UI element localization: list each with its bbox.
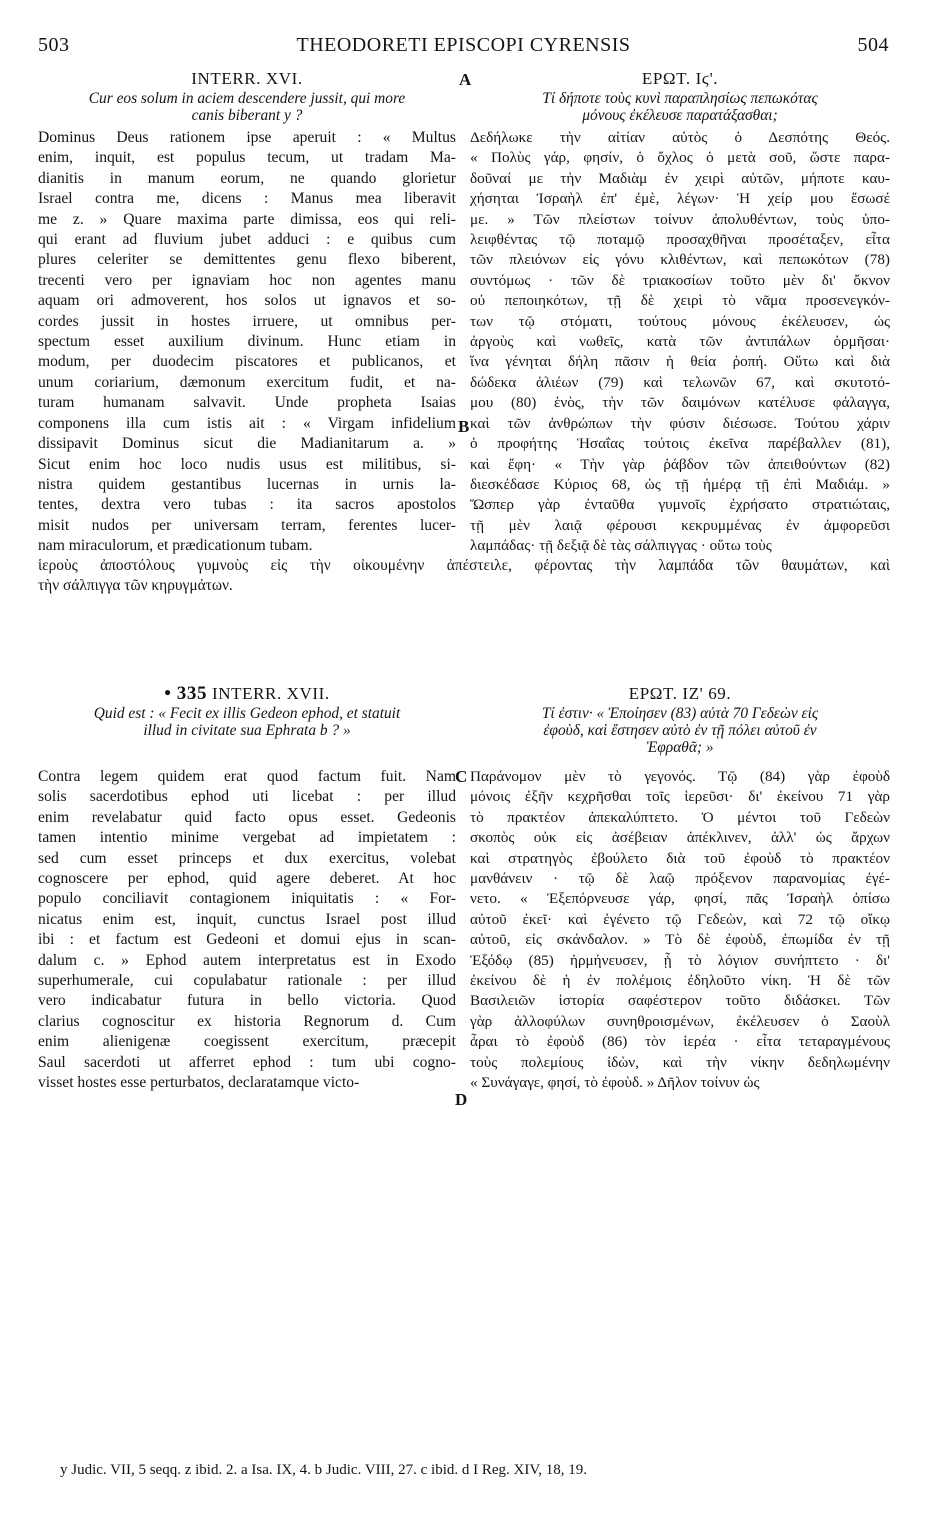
text-line: tentes, dextra vero tubas : ita sacros apostolos	[38, 496, 456, 514]
text-line: Ἐξόδῳ (85) ἡρμήνευσεν, ᾗ τὸ λόγιον συνήπτετο · δι'	[470, 951, 890, 969]
text-line: νετο. « Ἐξεπόρνευσε γάρ, φησί, πᾶς Ἰσραὴλ ὀπίσω	[470, 890, 890, 908]
greek-question-17	[470, 683, 890, 756]
text-line: qui erant ad fluvium jubet adduci : e quibus cum	[38, 231, 456, 249]
latin-question-xvii	[38, 683, 456, 739]
page-number-left: 503	[38, 34, 70, 56]
text-line: aquam ori admoverent, hos solos ut ignavos et so-	[38, 292, 456, 310]
text-line: σκοπὸς οὐκ εἰς ἀσέβειαν ἀπέκλινεν, ἀλλ' ὡς ἄρχων	[470, 829, 890, 847]
greek-question-line: ἐφοὺδ, καὶ ἔστησεν αὐτὸ ἐν τῇ πόλει αὐτοῦ ἐν	[543, 722, 817, 739]
text-line: Saul sacerdoti ut afferret ephod : tum ubi cogno-	[38, 1053, 456, 1071]
text-line: ἐκείνου δὲ ἡ ἐν πολέμοις ἐδηλοῦτο νίκη. Ἡ δὲ τῶν	[470, 972, 890, 990]
text-line: misit nudos per universam terram, ferentes lucer-	[38, 516, 456, 534]
latin-heading-text: INTERR. XVII.	[211, 684, 330, 703]
text-line: οὐ πεποιηκότων, τῇ δὲ χειρὶ τὸ νᾶμα προσενεγκόν-	[470, 292, 890, 310]
text-line: δώδεκα ἁλιέων (79) καὶ τελωνῶν 67, καὶ σκυτοτό-	[470, 373, 890, 391]
text-line: clarius cognoscitur ex historia Regnorum d. Cum	[38, 1012, 456, 1030]
text-line: λειφθέντας τῷ ποταμῷ προσαχθῆναι προσέταξεν, εἶτα	[470, 231, 890, 249]
text-line: Ὥσπερ γὰρ ἐνταῦθα γυμνοῖς ἐχρήσατο στρατιώταις,	[470, 496, 890, 514]
text-line: καὶ στρατηγὸς ἐβούλετο διὰ τοῦ ἐφοὺδ τὸ πρακτέον	[470, 849, 890, 867]
text-line: Dominus Deus rationem ipse aperuit : « Multus	[38, 129, 456, 146]
column-star-number: • 335	[164, 683, 208, 704]
page-number-right: 504	[857, 34, 889, 56]
text-line: populo conciliavit contagionem iniquitatis : « For-	[38, 890, 456, 908]
text-line: ἀργοὺς καὶ νωθεῖς, κατὰ τῶν ἀντιπάλων ὁρμῆσαι·	[470, 333, 890, 351]
text-line: cognoscere per ephod, quid agere deberet. At hoc	[38, 870, 456, 888]
text-line: spectum esset auxilium divinum. Hunc etiam in	[38, 333, 456, 351]
text-line: trecenti vero per ignaviam hoc non agentes manu	[38, 271, 456, 289]
text-line: sed cum esset princeps et dux exercitus, volebat	[38, 849, 456, 867]
text-line: αὐτοῦ ἐκεῖ· καὶ ἐγένετο τῷ Γεδεὼν, καὶ 72 τῷ οἴκῳ	[470, 910, 890, 928]
text-line: με. » Τῶν πλείστων τοίνυν ἀπολυθέντων, τοὺς ὑπο-	[470, 210, 890, 228]
greek-question-line: μόνους ἐκέλευσε παρατάξασθαι;	[582, 107, 778, 124]
text-line: me z. » Quare maxima parte dimissa, eos qui reli-	[38, 210, 456, 228]
text-line: solis sacerdotibus ephod uti licebat : per illud	[38, 788, 456, 806]
greek-heading: ΕΡΩΤ. ΙΖ' 69.	[628, 684, 732, 703]
running-header	[38, 34, 889, 60]
greek-question-line: Τί ἐστιν· « Ἐποίησεν (83) αὐτὰ 70 Γεδεὼν εἰς	[541, 705, 819, 722]
text-line: χήσηται Ἰσραὴλ ἐπ' ἐμὲ, λέγων· Ἡ χείρ μου ἔσωσέ	[470, 190, 890, 208]
text-line: τοὺς πολεμίους ἰδὼν, καὶ τὴν νίκην δεδηλωμένην	[470, 1053, 890, 1071]
latin-question-line: Cur eos solum in aciem descendere jussit, qui more	[88, 90, 406, 107]
text-line: tamen intentio minime vergebat ad impietatem :	[38, 829, 456, 847]
text-line: τῶν πλειόνων εἰς γόνυ κλιθέντων, καὶ πεπωκότων (78)	[470, 251, 890, 269]
text-line: ἵνα γένηται δήλη πᾶσιν ἡ θεία ῥοπή. Οὕτω καὶ διὰ	[470, 353, 890, 371]
text-line: Sicut enim hoc loco nudis usus est militibus, si-	[38, 455, 456, 473]
text-line: turam humanam salvavit. Unde propheta Isaias	[38, 394, 456, 412]
text-line: καὶ τῶν ἀνθρώπων τὴν φύσιν διέσωσε. Τούτου χάριν	[470, 414, 890, 432]
text-line: ἆραι τὸ ἐφοὺδ (86) τὸν ἱερέα · εἶτα τεταραγμένους	[470, 1033, 890, 1051]
latin-question-xvi	[38, 68, 456, 124]
text-line: καὶ ἔφη· « Τὴν γὰρ ῥάβδον τῶν ἀπειθούντων (82)	[470, 455, 890, 473]
text-line: μανθάνειν · τῷ δὲ λαῷ πρόξενον παρανομίας ἐγέ-	[470, 870, 890, 888]
text-line: dalum c. » Ephod autem interpretatus est in Exodo	[38, 951, 456, 969]
text-line: « Συνάγαγε, φησί, τὸ ἐφοὺδ. » Δῆλον τοίνυν ὡς	[470, 1074, 760, 1092]
text-line: dissipavit Dominus sicut die Madianitarum a. »	[38, 435, 456, 453]
latin-question-line: canis biberant y ?	[191, 107, 303, 124]
latin-text-block	[38, 128, 456, 557]
text-line: enim alienigenæ coegissent exercitum, præcepit	[38, 1033, 456, 1051]
text-line: superhumerale, cui copulabatur rationale : per illud	[38, 972, 456, 990]
text-line: nicatus enim est, inquit, cunctus Israel post illud	[38, 910, 456, 928]
text-line: τὴν σάλπιγγα τῶν κηρυγμάτων.	[38, 577, 233, 595]
text-line: visset hostes esse perturbatos, declaratamque victo-	[38, 1074, 360, 1092]
text-line: Israel contra me, dicens : Manus mea liberavit	[38, 190, 456, 208]
text-line: unum coriarium, dæmonum exercitum fudit, et na-	[38, 373, 456, 391]
text-line: τῇ μὲν λαιᾷ φέρουσι κεκρυμμένας ἐν ἀμφορεῦσι	[470, 516, 890, 534]
text-line: των τῷ στόματι, τούτους μόνους ἐκέλευσεν, ὡς	[470, 312, 890, 330]
margin-marker-a: A	[459, 70, 472, 89]
greek-text-block	[470, 128, 890, 557]
greek-heading: ΕΡΩΤ. Ιϛ'.	[641, 69, 719, 88]
margin-marker-c: C	[455, 767, 468, 786]
text-line: συντόμως · τῶν δὲ τριακοσίων τοῦτο μὲν δι' ὄκνον	[470, 271, 890, 289]
running-title: THEODORETI EPISCOPI CYRENSIS	[296, 34, 631, 56]
text-line: dianitis in manum eorum, ne quando glorietur	[38, 169, 456, 187]
greek-text-block	[470, 767, 890, 1094]
text-line: « Πολὺς γάρ, φησίν, ὁ ὄχλος ὁ μετὰ σοῦ, ὥστε παρα-	[470, 149, 890, 167]
greek-question-16	[470, 68, 890, 124]
text-line: δοῦναί με τὴν Μαδιὰμ ἐν χειρὶ αὐτῶν, μήποτε καυ-	[470, 169, 890, 187]
text-line: vero indicabatur futura in bello victoria. Quod	[38, 992, 456, 1010]
greek-question-line: Τί δήποτε τοὺς κυνὶ παραπλησίως πεπωκότας	[542, 90, 818, 107]
greek-question-line: Ἐφραθᾶ; »	[646, 739, 714, 756]
full-width-text	[38, 556, 890, 597]
text-line: μου (80) ἑνὸς, τὴν τῶν δαιμόνων κατέλυσε φάλαγγα,	[470, 394, 890, 412]
latin-heading	[38, 683, 456, 705]
text-line: nistra quidem gestantibus lucernas in urnis la-	[38, 475, 456, 493]
text-line: αὐτοῦ, εἰς σκάνδαλον. » Τὸ δὲ ἐφοὺδ, ἐπωμίδα ἐν τῇ	[470, 931, 890, 949]
text-line: enim, inquit, est populus tecum, ut tradam Ma-	[38, 149, 456, 167]
text-line: plures celeriter se demittentes genu flexo biberent,	[38, 251, 456, 269]
text-line: nam miraculorum, et prædicationum tubam.	[38, 537, 313, 555]
text-line: Contra legem quidem erat quod factum fuit. Nam	[38, 768, 456, 785]
latin-text-block	[38, 767, 456, 1094]
text-line: enim revelabatur quid facto opus esset. Gedeonis	[38, 808, 456, 826]
text-line: γὰρ ἀλλοφύλων συνηθροισμένων, ἐκέλευσεν ὁ Σαοὺλ	[470, 1012, 890, 1030]
margin-marker-b: B	[458, 417, 470, 436]
margin-marker-d: D	[455, 1090, 468, 1109]
text-line: λαμπάδας· τῇ δεξιᾷ δὲ τὰς σάλπιγγας · οὕτω τοὺς	[470, 537, 772, 555]
text-line: Δεδήλωκε τὴν αἰτίαν αὐτὸς ὁ Δεσπότης Θεός.	[470, 129, 890, 146]
text-line: Παράνομον μὲν τὸ γεγονός. Τῷ (84) γὰρ ἐφοὺδ	[470, 768, 890, 785]
latin-question-line: illud in civitate sua Ephrata b ? »	[143, 722, 351, 739]
text-line: cordes jussit in hostes irruere, ut omnibus per-	[38, 312, 456, 330]
text-line: τὸ πρακτέον ἀπεκαλύπτετο. Ὁ μέντοι τοῦ Γεδεὼν	[470, 808, 890, 826]
footnotes: y Judic. VII, 5 seqq. z ibid. 2. a Isa. IX, 4. b Judic. VIII, 27. c ibid. d I Reg. XIV, 18, 19.	[60, 1462, 588, 1478]
text-line: διεσκέδασε Κύριος 68, ὡς τῇ ἡμέρᾳ τῇ ἐπὶ Μαδιάμ. »	[470, 475, 890, 493]
text-line: ἱεροὺς ἀποστόλους γυμνοὺς εἰς τὴν οἰκουμένην ἀπέστειλε, φέροντας τὴν λαμπάδα τῶν θαυμάτων, καὶ	[38, 557, 890, 574]
text-line: ὁ προφήτης Ἡσαΐας τούτοις ἐκεῖνα παρέβαλλεν (81),	[470, 435, 890, 453]
text-line: Βασιλειῶν ἱστορία σαφέστερον τοῦτο διδάσκει. Τῶν	[470, 992, 890, 1010]
latin-question-line: Quid est : « Fecit ex illis Gedeon ephod, et statuit	[93, 705, 401, 722]
latin-heading: INTERR. XVI.	[191, 69, 303, 88]
text-line: μόνοις ἐξῆν κεχρῆσθαι τοῖς ἱερεῦσι· δι' ἐκείνου 71 γὰρ	[470, 788, 890, 806]
text-line: ibi : et factum est Gedeoni et domui ejus in scan-	[38, 931, 456, 949]
text-line: modum, per duodecim piscatores et publicanos, et	[38, 353, 456, 371]
text-line: componens illa cum istis ait : « Virgam infidelium	[38, 414, 456, 432]
